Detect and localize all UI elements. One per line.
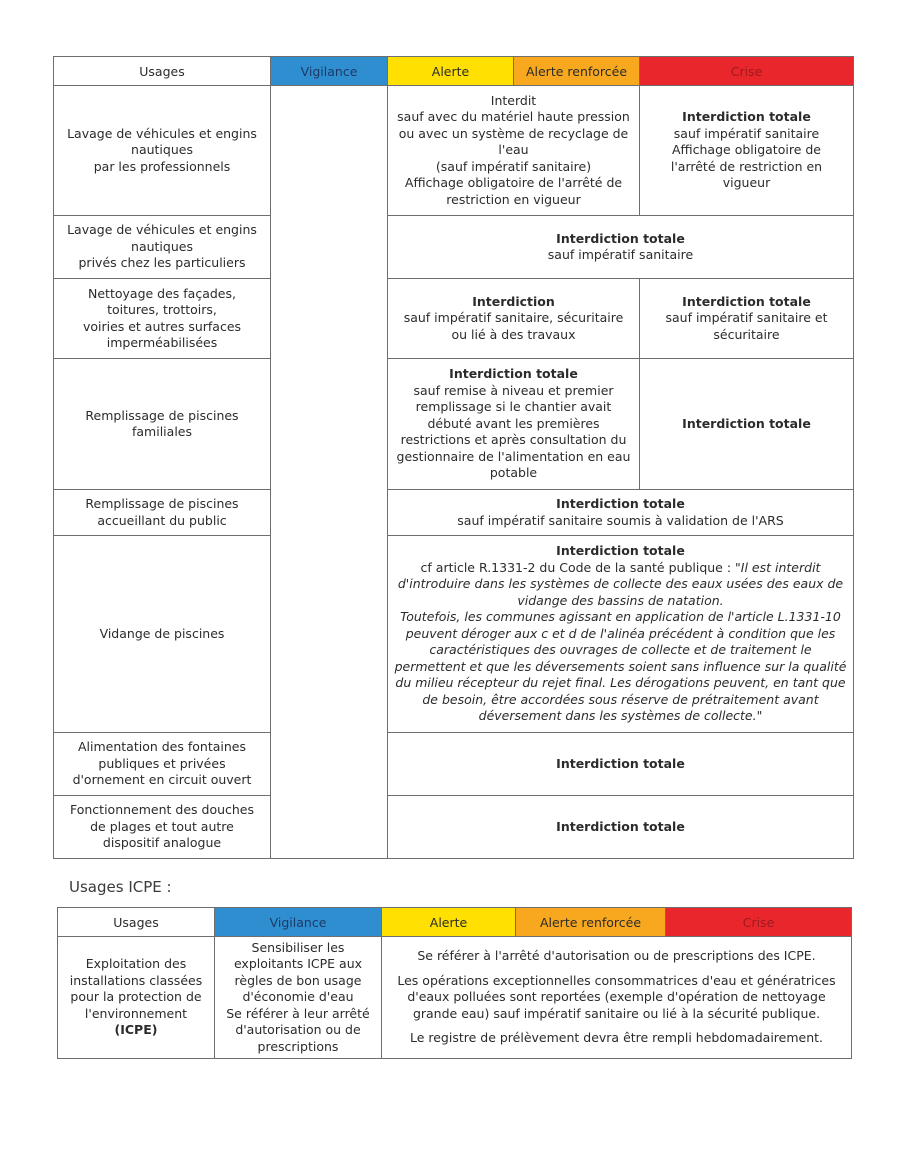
usage-cell: Vidange de piscines — [54, 536, 271, 733]
table-row — [54, 86, 854, 216]
usage-cell: Alimentation des fontaines publiques et privées d'ornement en circuit ouvert — [54, 733, 271, 796]
header-crise: Crise — [640, 57, 854, 86]
header-alerte: Alerte — [382, 908, 516, 937]
usage-cell: Remplissage de piscines accueillant du public — [54, 490, 271, 536]
merged-cell: Interdiction totale — [388, 733, 854, 796]
merged-cell: Interdiction totale sauf impératif sanitaire — [388, 216, 854, 279]
header-alerte: Alerte — [388, 57, 514, 86]
usage-cell: Exploitation des installations classées pour la protection de l'environnement (ICPE) — [58, 937, 215, 1059]
table-row — [54, 279, 854, 359]
vigilance-cell: Sensibiliser les exploitants ICPE aux règles de bon usage d'économie d'eau Se référer à leur arrêté d'autorisation ou de prescriptions — [215, 937, 382, 1059]
restrictions-table — [53, 56, 854, 859]
merged-cell: Interdiction totale — [388, 796, 854, 859]
section-title-icpe: Usages ICPE : — [69, 878, 172, 896]
header-crise: Crise — [666, 908, 852, 937]
usage-cell: Fonctionnement des douches de plages et tout autre dispositif analogue — [54, 796, 271, 859]
header-alerte-renforcee: Alerte renforcée — [514, 57, 640, 86]
merged-cell: Interdiction totale cf article R.1331-2 du Code de la santé publique : "Il est interdit d'introduire dans les systèmes de collecte des eaux usées des eaux de vidange des bassins de natation. Toutefois, les communes agissant en application de l'article L.1331-10 peuvent déroger aux c et d de l'alinéa précédent à condition que les caractéristiques des ouvrages de collecte et de traitement le permettent et que les déversements soient sans influence sur la qualité du milieu récepteur du rejet final. Les dérogations peuvent, en tant que de besoin, être accordées sous réserve de prétraitement avant déversement dans les systèmes de collecte." — [388, 536, 854, 733]
table-row — [54, 216, 854, 279]
paragraph: Se référer à l'arrêté d'autorisation ou de prescriptions des ICPE. — [417, 948, 816, 964]
table-row — [54, 359, 854, 490]
header-vigilance: Vigilance — [271, 57, 388, 86]
usage-cell: Lavage de véhicules et engins nautiques privés chez les particuliers — [54, 216, 271, 279]
table-header-row — [54, 57, 854, 86]
alerte-cell: Interdit sauf avec du matériel haute pression ou avec un système de recyclage de l'eau (sauf impératif sanitaire) Affichage obligatoire de l'arrêté de restriction en vigueur — [388, 86, 640, 216]
crise-cell: Interdiction totale — [640, 359, 854, 490]
crise-cell: Interdiction totale sauf impératif sanitaire Affichage obligatoire de l'arrêté de restriction en vigueur — [640, 86, 854, 216]
usage-cell: Lavage de véhicules et engins nautiques par les professionnels — [54, 86, 271, 216]
icpe-table — [57, 907, 852, 1059]
usage-cell: Nettoyage des façades, toitures, trottoirs, voiries et autres surfaces imperméabilisées — [54, 279, 271, 359]
header-vigilance: Vigilance — [215, 908, 382, 937]
table-header-row — [58, 908, 852, 937]
paragraph: Les opérations exceptionnelles consommatrices d'eau et génératrices d'eaux polluées sont reportées (exemple d'opération de nettoyage grande eau) sauf impératif sanitaire ou lié à la sécurité publique. — [397, 972, 836, 1021]
header-usages: Usages — [58, 908, 215, 937]
table-row — [54, 490, 854, 536]
header-usages: Usages — [54, 57, 271, 86]
alerte-cell: Interdiction sauf impératif sanitaire, sécuritaire ou lié à des travaux — [388, 279, 640, 359]
alerte-cell: Interdiction totale sauf remise à niveau et premier remplissage si le chantier avait débuté avant les premières restrictions et après consultation du gestionnaire de l'alimentation en eau potable — [388, 359, 640, 490]
vigilance-empty-cell — [271, 86, 388, 859]
table-row — [54, 796, 854, 859]
table-row — [58, 937, 852, 1059]
alerte-crise-cell — [382, 937, 852, 1059]
crise-cell: Interdiction totale sauf impératif sanitaire et sécuritaire — [640, 279, 854, 359]
header-alerte-renforcee: Alerte renforcée — [516, 908, 666, 937]
merged-cell: Interdiction totale sauf impératif sanitaire soumis à validation de l'ARS — [388, 490, 854, 536]
usage-cell: Remplissage de piscines familiales — [54, 359, 271, 490]
paragraph: Le registre de prélèvement devra être rempli hebdomadairement. — [409, 1030, 824, 1046]
table-row — [54, 536, 854, 733]
table-row — [54, 733, 854, 796]
